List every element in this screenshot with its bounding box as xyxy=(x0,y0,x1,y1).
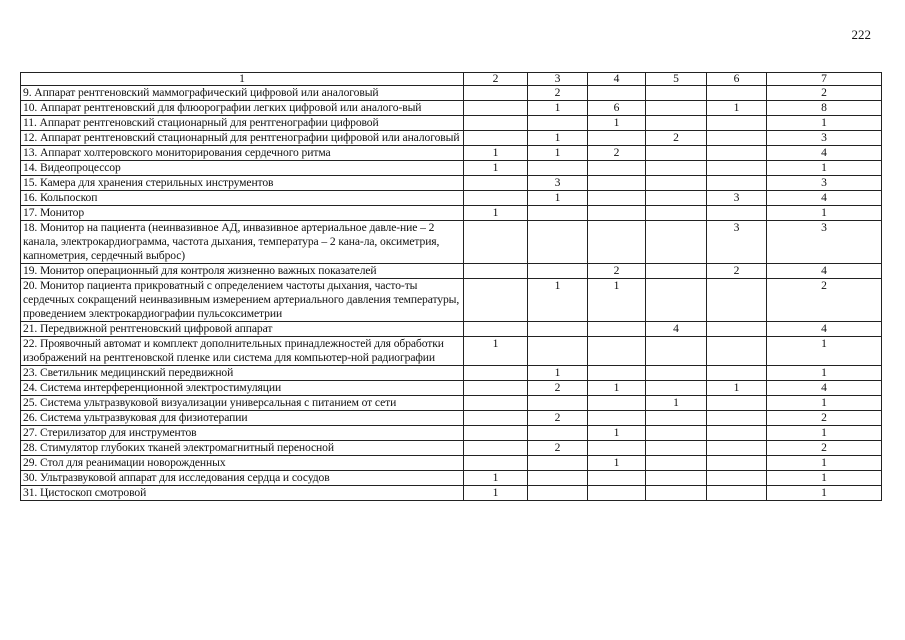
quantity-cell xyxy=(588,131,646,146)
quantity-cell: 3 xyxy=(707,221,767,264)
table-row xyxy=(21,396,882,411)
quantity-cell: 1 xyxy=(588,456,646,471)
table-row xyxy=(21,426,882,441)
quantity-cell xyxy=(707,86,767,101)
total-cell: 2 xyxy=(767,411,882,426)
total-cell: 1 xyxy=(767,161,882,176)
table-row xyxy=(21,161,882,176)
quantity-cell xyxy=(528,116,588,131)
quantity-cell xyxy=(588,471,646,486)
quantity-cell xyxy=(588,337,646,366)
quantity-cell xyxy=(464,456,528,471)
quantity-cell xyxy=(707,116,767,131)
quantity-cell xyxy=(646,337,707,366)
quantity-cell: 1 xyxy=(707,101,767,116)
quantity-cell xyxy=(646,146,707,161)
quantity-cell xyxy=(588,161,646,176)
quantity-cell xyxy=(707,411,767,426)
quantity-cell xyxy=(464,381,528,396)
total-cell: 3 xyxy=(767,131,882,146)
page-number: 222 xyxy=(851,27,871,42)
quantity-cell xyxy=(588,221,646,264)
equipment-name: 15. Камера для хранения стерильных инструментов xyxy=(21,176,464,191)
table-row xyxy=(21,146,882,161)
quantity-cell xyxy=(707,396,767,411)
total-cell: 4 xyxy=(767,264,882,279)
quantity-cell xyxy=(528,471,588,486)
total-cell: 2 xyxy=(767,86,882,101)
total-cell: 1 xyxy=(767,486,882,501)
quantity-cell: 1 xyxy=(528,191,588,206)
table-row xyxy=(21,131,882,146)
equipment-name: 11. Аппарат рентгеновский стационарный для рентгенографии цифровой xyxy=(21,116,464,131)
table-row xyxy=(21,221,882,264)
total-cell: 3 xyxy=(767,221,882,264)
total-cell: 4 xyxy=(767,191,882,206)
quantity-cell: 1 xyxy=(464,486,528,501)
quantity-cell: 2 xyxy=(528,411,588,426)
equipment-name: 29. Стол для реанимации новорожденных xyxy=(21,456,464,471)
quantity-cell xyxy=(707,206,767,221)
equipment-name: 28. Стимулятор глубоких тканей электромагнитный переносной xyxy=(21,441,464,456)
column-header: 1 xyxy=(21,73,464,86)
quantity-cell: 1 xyxy=(528,101,588,116)
table-row xyxy=(21,86,882,101)
quantity-cell: 2 xyxy=(528,381,588,396)
quantity-cell: 2 xyxy=(528,441,588,456)
quantity-cell xyxy=(646,161,707,176)
table-row xyxy=(21,191,882,206)
column-header: 5 xyxy=(646,73,707,86)
quantity-cell xyxy=(646,116,707,131)
total-cell: 2 xyxy=(767,279,882,322)
column-header: 6 xyxy=(707,73,767,86)
equipment-name: 30. Ультразвуковой аппарат для исследования сердца и сосудов xyxy=(21,471,464,486)
quantity-cell: 2 xyxy=(528,86,588,101)
quantity-cell xyxy=(646,279,707,322)
total-cell: 1 xyxy=(767,337,882,366)
quantity-cell xyxy=(588,191,646,206)
total-cell: 1 xyxy=(767,456,882,471)
quantity-cell: 1 xyxy=(588,279,646,322)
quantity-cell xyxy=(707,131,767,146)
quantity-cell xyxy=(646,441,707,456)
quantity-cell: 3 xyxy=(707,191,767,206)
quantity-cell: 1 xyxy=(528,366,588,381)
table-body xyxy=(21,86,882,501)
equipment-name: 9. Аппарат рентгеновский маммографический цифровой или аналоговый xyxy=(21,86,464,101)
quantity-cell xyxy=(646,264,707,279)
quantity-cell: 1 xyxy=(528,279,588,322)
quantity-cell xyxy=(528,264,588,279)
quantity-cell xyxy=(707,161,767,176)
quantity-cell: 1 xyxy=(464,161,528,176)
table-row xyxy=(21,486,882,501)
total-cell: 4 xyxy=(767,146,882,161)
table-row xyxy=(21,279,882,322)
total-cell: 1 xyxy=(767,206,882,221)
quantity-cell: 1 xyxy=(588,116,646,131)
total-cell: 1 xyxy=(767,426,882,441)
quantity-cell xyxy=(528,221,588,264)
equipment-name: 20. Монитор пациента прикроватный с определением частоты дыхания, часто-ты сердечных сокращений неинвазивным измерением артериального давления температуры, проведением электрокардиографии пульсоксиметрии xyxy=(21,279,464,322)
quantity-cell xyxy=(707,279,767,322)
table-row xyxy=(21,206,882,221)
total-cell: 1 xyxy=(767,116,882,131)
equipment-name: 14. Видеопроцессор xyxy=(21,161,464,176)
quantity-cell xyxy=(646,206,707,221)
quantity-cell: 1 xyxy=(528,146,588,161)
quantity-cell: 1 xyxy=(588,381,646,396)
quantity-cell: 1 xyxy=(464,471,528,486)
quantity-cell xyxy=(464,191,528,206)
quantity-cell: 2 xyxy=(588,146,646,161)
quantity-cell xyxy=(646,486,707,501)
quantity-cell: 1 xyxy=(528,131,588,146)
table-row xyxy=(21,411,882,426)
equipment-name: 25. Система ультразвуковой визуализации универсальная с питанием от сети xyxy=(21,396,464,411)
quantity-cell xyxy=(464,322,528,337)
quantity-cell xyxy=(646,191,707,206)
quantity-cell xyxy=(646,221,707,264)
quantity-cell xyxy=(646,366,707,381)
quantity-cell xyxy=(464,86,528,101)
total-cell: 1 xyxy=(767,366,882,381)
quantity-cell xyxy=(588,396,646,411)
quantity-cell: 1 xyxy=(464,337,528,366)
total-cell: 1 xyxy=(767,396,882,411)
equipment-name: 19. Монитор операционный для контроля жизненно важных показателей xyxy=(21,264,464,279)
quantity-cell xyxy=(528,161,588,176)
column-header: 2 xyxy=(464,73,528,86)
table-row xyxy=(21,441,882,456)
quantity-cell xyxy=(464,426,528,441)
equipment-name: 21. Передвижной рентгеновский цифровой аппарат xyxy=(21,322,464,337)
quantity-cell xyxy=(464,411,528,426)
quantity-cell xyxy=(464,279,528,322)
equipment-name: 23. Светильник медицинский передвижной xyxy=(21,366,464,381)
quantity-cell xyxy=(646,101,707,116)
quantity-cell xyxy=(528,206,588,221)
quantity-cell xyxy=(588,322,646,337)
quantity-cell xyxy=(707,441,767,456)
quantity-cell: 1 xyxy=(588,426,646,441)
quantity-cell xyxy=(707,471,767,486)
quantity-cell xyxy=(464,221,528,264)
quantity-cell xyxy=(588,176,646,191)
quantity-cell xyxy=(646,411,707,426)
table-row xyxy=(21,366,882,381)
quantity-cell xyxy=(528,426,588,441)
quantity-cell xyxy=(707,176,767,191)
quantity-cell xyxy=(707,486,767,501)
quantity-cell xyxy=(707,366,767,381)
quantity-cell: 2 xyxy=(588,264,646,279)
quantity-cell xyxy=(464,101,528,116)
quantity-cell xyxy=(646,86,707,101)
table-row xyxy=(21,264,882,279)
table-row xyxy=(21,337,882,366)
quantity-cell: 2 xyxy=(646,131,707,146)
quantity-cell xyxy=(646,426,707,441)
table-row xyxy=(21,381,882,396)
quantity-cell xyxy=(588,86,646,101)
total-cell: 8 xyxy=(767,101,882,116)
quantity-cell: 1 xyxy=(707,381,767,396)
total-cell: 4 xyxy=(767,381,882,396)
quantity-cell: 1 xyxy=(646,396,707,411)
quantity-cell: 1 xyxy=(464,146,528,161)
quantity-cell xyxy=(528,337,588,366)
quantity-cell: 1 xyxy=(464,206,528,221)
equipment-name: 17. Монитор xyxy=(21,206,464,221)
quantity-cell xyxy=(464,396,528,411)
quantity-cell xyxy=(646,456,707,471)
quantity-cell xyxy=(588,366,646,381)
quantity-cell xyxy=(588,411,646,426)
quantity-cell xyxy=(646,471,707,486)
quantity-cell xyxy=(464,441,528,456)
table-header xyxy=(21,73,882,86)
quantity-cell xyxy=(588,486,646,501)
table-row xyxy=(21,456,882,471)
quantity-cell xyxy=(588,441,646,456)
total-cell: 4 xyxy=(767,322,882,337)
table-row xyxy=(21,116,882,131)
quantity-cell: 4 xyxy=(646,322,707,337)
quantity-cell xyxy=(707,337,767,366)
quantity-cell xyxy=(528,322,588,337)
quantity-cell xyxy=(528,486,588,501)
quantity-cell xyxy=(528,456,588,471)
quantity-cell xyxy=(464,264,528,279)
equipment-name: 12. Аппарат рентгеновский стационарный для рентгенографии цифровой или аналоговый xyxy=(21,131,464,146)
quantity-cell xyxy=(464,131,528,146)
column-header: 7 xyxy=(767,73,882,86)
equipment-name: 13. Аппарат холтеровского мониторирования сердечного ритма xyxy=(21,146,464,161)
table-row xyxy=(21,322,882,337)
quantity-cell xyxy=(464,116,528,131)
total-cell: 2 xyxy=(767,441,882,456)
quantity-cell xyxy=(707,146,767,161)
table-row xyxy=(21,176,882,191)
quantity-cell xyxy=(707,456,767,471)
equipment-name: 31. Цистоскоп смотровой xyxy=(21,486,464,501)
quantity-cell xyxy=(707,322,767,337)
quantity-cell xyxy=(464,366,528,381)
quantity-cell: 6 xyxy=(588,101,646,116)
quantity-cell xyxy=(646,381,707,396)
quantity-cell xyxy=(588,206,646,221)
quantity-cell: 3 xyxy=(528,176,588,191)
total-cell: 3 xyxy=(767,176,882,191)
header-row xyxy=(21,73,882,86)
equipment-name: 26. Система ультразвуковая для физиотерапии xyxy=(21,411,464,426)
table-row xyxy=(21,471,882,486)
quantity-cell xyxy=(464,176,528,191)
quantity-cell: 2 xyxy=(707,264,767,279)
quantity-cell xyxy=(528,396,588,411)
equipment-name: 10. Аппарат рентгеновский для флюорографии легких цифровой или аналого-вый xyxy=(21,101,464,116)
equipment-table xyxy=(20,72,882,501)
equipment-name: 18. Монитор на пациента (неинвазивное АД, инвазивное артериальное давле-ние – 2 канала, электрокардиограмма, частота дыхания, температура – 2 кана-ла, оксиметрия, капнометрия, сердечный выброс) xyxy=(21,221,464,264)
equipment-name: 27. Стерилизатор для инструментов xyxy=(21,426,464,441)
column-header: 3 xyxy=(528,73,588,86)
table-row xyxy=(21,101,882,116)
column-header: 4 xyxy=(588,73,646,86)
quantity-cell xyxy=(707,426,767,441)
quantity-cell xyxy=(646,176,707,191)
total-cell: 1 xyxy=(767,471,882,486)
equipment-name: 16. Кольпоскоп xyxy=(21,191,464,206)
equipment-name: 24. Система интерференционной электростимуляции xyxy=(21,381,464,396)
equipment-name: 22. Проявочный автомат и комплект дополнительных принадлежностей для обработки изображений на рентгеновской пленке или система для компьютер-ной радиографии xyxy=(21,337,464,366)
